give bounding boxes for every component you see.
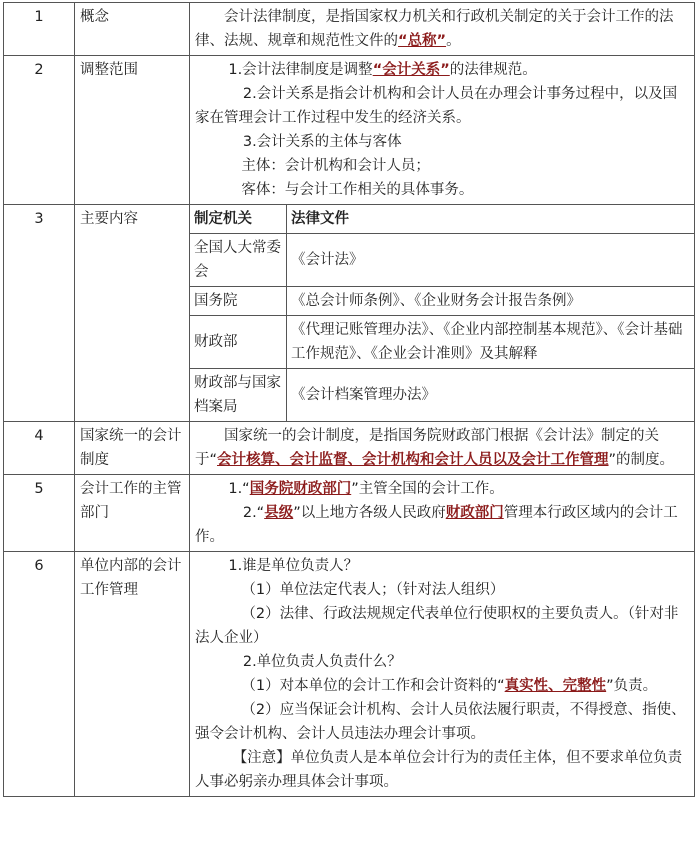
row-number: 5 bbox=[4, 475, 75, 552]
row-topic: 调整范围 bbox=[75, 56, 190, 205]
inner-row bbox=[190, 369, 694, 422]
inner-header-row bbox=[190, 205, 694, 234]
highlight-term: “总称” bbox=[398, 33, 447, 49]
row-topic: 单位内部的会计工作管理 bbox=[75, 552, 190, 797]
org-cell: 财政部 bbox=[190, 316, 287, 369]
table-row bbox=[4, 475, 695, 552]
row-number: 2 bbox=[4, 56, 75, 205]
doc-cell: 《会计档案管理办法》 bbox=[291, 387, 436, 403]
row-topic: 会计工作的主管部门 bbox=[75, 475, 190, 552]
row-topic: 概念 bbox=[75, 3, 190, 56]
paragraph: 会计法律制度，是指国家权力机关和行政机关制定的关于会计工作的法律、法规、规章和规范性文件的“总称”。 bbox=[195, 9, 674, 49]
row-content bbox=[190, 56, 695, 205]
row-number: 3 bbox=[4, 205, 75, 422]
highlight-term: “会计关系” bbox=[372, 62, 450, 78]
doc-cell: 《会计法》 bbox=[287, 234, 695, 287]
doc-cell: 《代理记账管理办法》、《企业内部控制基本规范》、《会计基础工作规范》、《企业会计准则》及其解释 bbox=[287, 316, 695, 369]
authority-table bbox=[190, 205, 694, 421]
doc-cell: 《总会计师条例》、《企业财务会计报告条例》 bbox=[287, 287, 695, 316]
note-paragraph: 【注意】单位负责人是本单位会计行为的责任主体，但不要求单位负责人事必躬亲办理具体会计事项。 bbox=[195, 750, 683, 790]
paragraph: 2.单位负责人负责什么？ bbox=[242, 654, 402, 670]
highlight-term: 县级 bbox=[264, 505, 294, 521]
inner-row bbox=[190, 316, 694, 369]
org-cell: 财政部与国家档案局 bbox=[190, 369, 287, 422]
table-row bbox=[4, 422, 695, 475]
paragraph: 主体：会计机构和会计人员； bbox=[241, 158, 430, 174]
paragraph: 客体：与会计工作相关的具体事务。 bbox=[241, 182, 474, 198]
row-content bbox=[190, 3, 695, 56]
table-row bbox=[4, 56, 695, 205]
row-content bbox=[190, 205, 695, 422]
paragraph: 1.谁是单位负责人？ bbox=[228, 558, 359, 574]
highlight-term: 财政部门 bbox=[445, 505, 504, 521]
row-topic: 主要内容 bbox=[75, 205, 190, 422]
org-cell: 国务院 bbox=[190, 287, 287, 316]
table-row bbox=[4, 205, 695, 422]
highlight-term: 国务院财政部门 bbox=[249, 481, 352, 497]
row-number: 6 bbox=[4, 552, 75, 797]
inner-row bbox=[190, 234, 694, 287]
paragraph: （2）应当保证会计机构、会计人员依法履行职责，不得授意、指使、强令会计机构、会计人员违法办理会计事项。 bbox=[195, 702, 686, 742]
column-header: 法律文件 bbox=[287, 205, 695, 234]
paragraph: 国家统一的会计制度，是指国务院财政部门根据《会计法》制定的关于“会计核算、会计监督、会计机构和会计人员以及会计工作管理”的制度。 bbox=[195, 428, 675, 468]
row-content bbox=[190, 552, 695, 797]
row-number: 1 bbox=[4, 3, 75, 56]
row-number: 4 bbox=[4, 422, 75, 475]
paragraph: 2.会计关系是指会计机构和会计人员在办理会计事务过程中，以及国家在管理会计工作过程中发生的经济关系。 bbox=[195, 86, 678, 126]
highlight-term: 会计核算、会计监督、会计机构和会计人员以及会计工作管理 bbox=[217, 452, 609, 468]
table-row bbox=[4, 3, 695, 56]
org-cell: 全国人大常委会 bbox=[190, 234, 287, 287]
inner-row bbox=[190, 287, 694, 316]
row-content bbox=[190, 475, 695, 552]
column-header: 制定机关 bbox=[190, 205, 287, 234]
paragraph: （1）对本单位的会计工作和会计资料的“真实性、完整性”负责。 bbox=[241, 678, 658, 694]
paragraph: 1.会计法律制度是调整“会计关系”的法律规范。 bbox=[228, 62, 537, 78]
row-content bbox=[190, 422, 695, 475]
row-topic: 国家统一的会计制度 bbox=[75, 422, 190, 475]
paragraph: 3.会计关系的主体与客体 bbox=[242, 134, 402, 150]
highlight-term: 真实性、完整性 bbox=[504, 678, 607, 694]
table-row bbox=[4, 552, 695, 797]
paragraph: （1）单位法定代表人；（针对法人组织） bbox=[241, 582, 505, 598]
paragraph: 2.“县级”以上地方各级人民政府财政部门管理本行政区域内的会计工作。 bbox=[195, 505, 678, 545]
regulation-table bbox=[3, 2, 695, 797]
paragraph: （2）法律、行政法规规定代表单位行使职权的主要负责人。（针对非法人企业） bbox=[195, 606, 679, 646]
paragraph: 1.“国务院财政部门”主管全国的会计工作。 bbox=[228, 481, 504, 497]
